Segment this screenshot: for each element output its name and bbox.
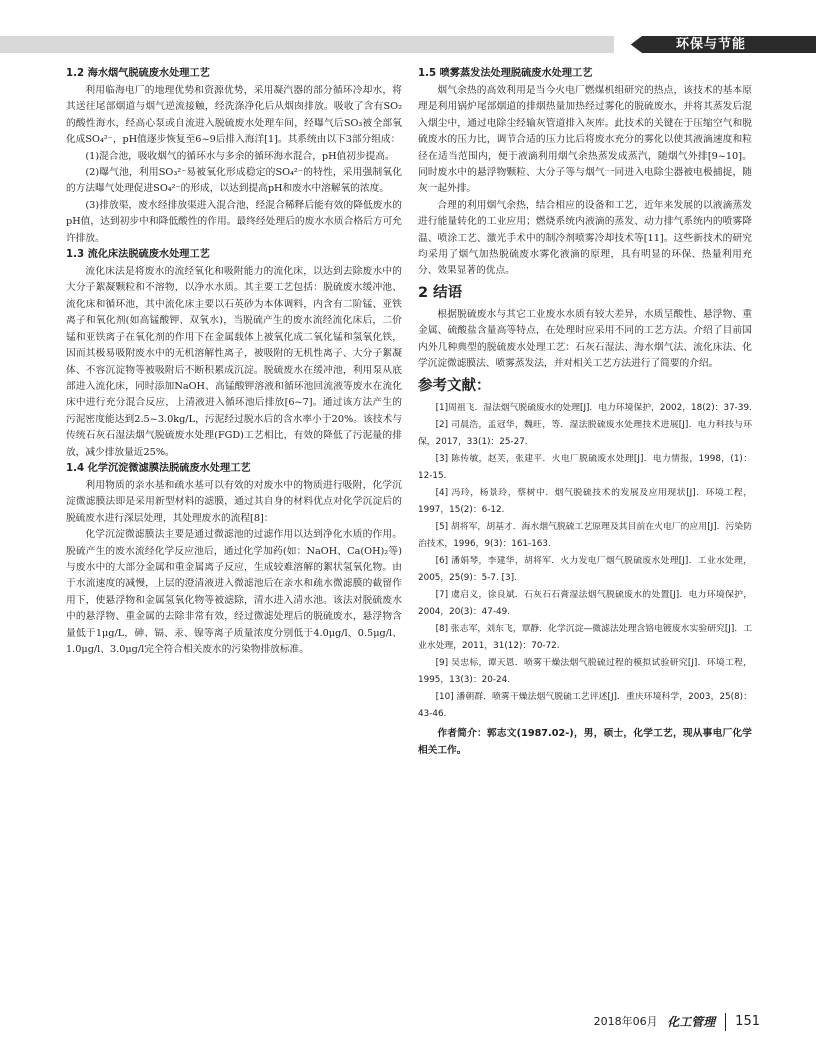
page-number: 151 — [735, 1014, 760, 1029]
body-paragraph: 合理的利用烟气余热，结合相应的设备和工艺，近年来发展的以液滴蒸发进行能量转化的工业应用；燃烧系统内液滴的蒸发、动力排气系统内的喷雾降温、喷涂工艺、激光手术中的制冷剂喷雾冷却技术等[11]。这些新技术的研究均采用了烟气加热脱硫废水雾化液滴的原理，具有明显的环保、热量利用充分、效果显著的优点。 — [418, 199, 752, 277]
left-column — [66, 66, 402, 658]
reference-item: [5] 胡将军，胡基才．海水烟气脱硫工艺原理及其目前在火电厂的应用[J]．污染防治技术，1996，9(3)：161-163. — [418, 521, 752, 549]
journal-name: 化工管理 — [667, 1015, 716, 1029]
section-heading: 1.3 流化床法脱硫废水处理工艺 — [66, 249, 210, 261]
body-paragraph: 利用物质的亲水基和疏水基可以有效的对废水中的物质进行吸附，化学沉淀微滤膜法即是采用新型材料的滤膜，通过其自身的材料优点对化学沉淀后的脱硫废水进行深层处理，其处理废水的流程[8]： — [66, 479, 402, 524]
body-paragraph: 化学沉淀微滤膜法主要是通过微滤池的过滤作用以达到净化水质的作用。脱硫产生的废水流经化学反应池后，通过化学加药(如：NaOH、Ca(OH)₂等)与废水中的大部分金属和重金属离子反应，生成较难溶解的絮状氢氧化物。由于水流速度的减慢，上层的澄清液进入微滤池后在亲水和疏水微滤膜的截留作用下，使悬浮物和金属氢氧化物等被滤除，清水进入清水池。该法对脱硫废水中的悬浮物、重金属的去除非常有效，经过微滤处理后的脱硫废水，悬浮物含量低于1μg/L，砷、镉、汞、镍等离子质量浓度分别低于4.0μg/l、0.5μg/l、1.0μg/l、3.0μg/l完全符合相关废水的污染物排放标准。 — [66, 529, 402, 655]
reference-item: [9] 吴忠标，谭天恩．喷雾干燥法烟气脱硫过程的模拟试验研究[J]．环境工程，1995，13(3)：20-24. — [418, 657, 752, 685]
section-heading: 1.4 化学沉淀微滤膜法脱硫废水处理工艺 — [66, 462, 251, 474]
section-title: 环保与节能 — [675, 37, 746, 52]
body-paragraph: 烟气余热的高效利用是当今火电厂燃煤机组研究的热点，该技术的基本原理是利用锅炉尾部烟道的排烟热量加热经过雾化的脱硫废水，并将其蒸发后混入烟尘中，通过电除尘经输灰管道排入灰库。此技术的关键在于压缩空气和脱硫废水的压力比，调节合适的压力比后将废水充分的雾化以使其液滴速度和粒径在适当范围内，便于液滴利用烟气余热蒸发成蒸汽，随烟气外排[9~10]。同时废水中的悬浮物颗粒、大分子等与烟气一同进入电除尘器被电极捕捉，随灰一起外排。 — [418, 85, 752, 195]
body-paragraph: 利用临海电厂的地理优势和资源优势，采用凝汽器的部分循环冷却水，将其送往尾部烟道与烟气逆流接触，经洗涤净化后从烟囱排放。吸收了含有SO₂的酸性海水，经高心泵或自流进入脱硫废水处理车间，经曝气后SO₃被全部氧化成SO₄²⁻，pH值逐步恢复至6~9后排入海洋[1]。其系统由以下3部分组成： — [66, 85, 402, 146]
reference-item: [8] 张志军，刘东飞，覃静．化学沉淀—微滤法处理含铬电镀废水实验研究[J]．工业水处理，2011，31(12)：70-72. — [418, 623, 752, 651]
reference-item: [7] 虞启义，徐良斌．石灰石石膏湿法烟气脱硫废水的处置[J]．电力环境保护，2004，20(3)：47-49. — [418, 589, 752, 617]
body-paragraph: (1)混合池，吸收烟气的循环水与多余的循环海水混合，pH值初步提高。 — [85, 150, 395, 162]
reference-item: [2] 司晨浩，孟冠华，魏旺，等．湿法脱硫废水处理技术进展[J]．电力科技与环保，2017，33(1)：25-27. — [418, 419, 752, 447]
reference-item: [10] 潘朝群．喷雾干燥法烟气脱硫工艺评述[J]．重庆环境科学，2003，25(8)：43-46. — [418, 691, 752, 719]
body-paragraph: (2)曝气池，利用SO₃²⁻易被氧化形成稳定的SO₄²⁻的特性，采用强制氧化的方法曝气处理促进SO₄²⁻的形成，以达到提高pH和废水中溶解氧的浓度。 — [66, 167, 402, 195]
body-paragraph: 根据脱硫废水与其它工业废水水质有较大差异，水质呈酸性、悬浮物、重金属、硫酸盐含量高等特点，在处理时应采用不同的工艺方法。介绍了目前国内外几种典型的脱硫废水处理工艺：石灰石湿法、海水烟气法、流化床法、化学沉淀微滤膜法、喷雾蒸发法，并对相关工艺方法进行了简要的介绍。 — [418, 308, 752, 370]
page-footer — [594, 1012, 760, 1032]
reference-item: [3] 陈传敏，赵芙，张建平．火电厂脱硫废水处理[J]．电力情报，1998，(1)：12-15. — [418, 453, 752, 481]
footer-divider — [725, 1013, 726, 1031]
reference-item: [4] 冯玲，杨景玲，蔡树中．烟气脱硫技术的发展及应用现状[J]．环境工程，1997，15(2)：6-12. — [418, 487, 752, 515]
footer-date: 2018年06月 — [593, 1015, 658, 1028]
reference-item: [1]周祖飞．湿法烟气脱硫废水的处理[J]．电力环境保护，2002，18(2)：37-39. — [435, 402, 752, 413]
body-paragraph: 流化床法是将废水的流经氧化和吸附能力的流化床，以达到去除废水中的大分子絮凝颗粒和不溶物，以净水水质。其主要工艺包括：脱硫废水缓冲池、流化床和循环池，其中流化床主要以石英砂为本体调料，内含有二阶锰、亚铁离子和氧化剂(如高锰酸钾、双氧水)，当脱硫产生的废水流经流化床后，二价锰和亚铁离子在氧化剂的作用下在金属载体上被氧化成二氧化锰和氢氧化铁，因而其极易吸附废水中的无机溶解性离子，被吸附的无机性离子、大分子絮凝体、不容沉淀物等被吸附后不断积累成沉淀。脱硫废水在缓冲池，利用泵从底部进入流化床，同时添加NaOH、高锰酸钾溶液和循环池回流液等废水在流化床中进行充分混合反应，上清液进入循环池后排放[6~7]。通过该方法产生的污泥密度能达到2.5~3.0kg/L，污泥经过脱水后的含水率小于20%。该技术与传统石灰石湿法烟气脱硫废水处理(FGD)工艺相比，有效的降低了污泥量的排放，减少排放量近25%。 — [66, 266, 402, 458]
section-heading: 1.5 喷雾蒸发法处理脱硫废水处理工艺 — [418, 68, 593, 79]
right-column — [418, 66, 752, 759]
author-bio: 作者简介：郭志文(1987.02-)，男，硕士，化学工艺，现从事电厂化学相关工作。 — [418, 727, 752, 756]
body-paragraph: (3)排放渠，废水经排放渠进入混合池，经混合稀释后能有效的降低废水的pH值，达到初步中和降低酸性的作用。最终经处理后的废水水质合格后方可允许排放。 — [66, 199, 402, 244]
section-heading: 1.2 海水烟气脱硫废水处理工艺 — [66, 68, 210, 79]
major-heading: 参考文献： — [418, 377, 491, 394]
header-gray-band — [0, 36, 640, 53]
header-bar — [0, 36, 816, 53]
reference-item: [6] 潘娟琴，李建华，胡将军．火力发电厂烟气脱硫废水处理[J]．工业水处理，2005，25(9)：5-7. [3]. — [418, 555, 752, 583]
major-heading: 2 结语 — [418, 284, 463, 301]
